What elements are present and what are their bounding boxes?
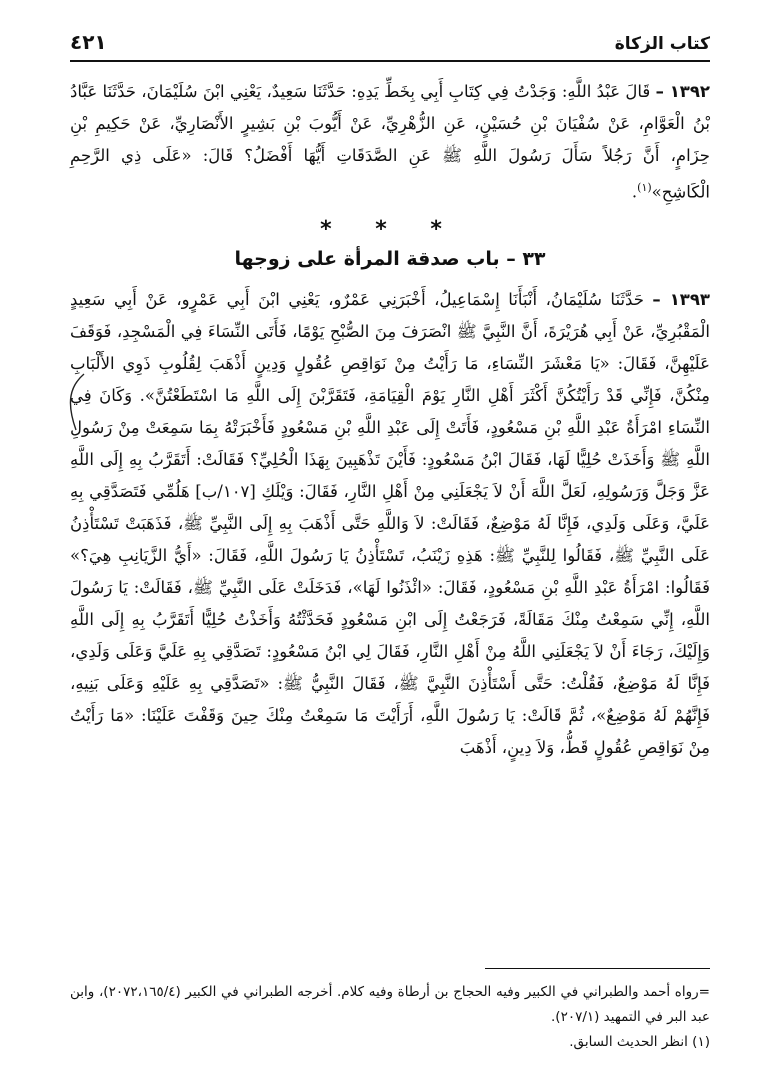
page-number: ٤٢١ xyxy=(70,30,107,54)
hadith-end: . xyxy=(631,182,638,202)
book-title: كتاب الزكاة xyxy=(614,34,710,54)
header-rule xyxy=(70,60,710,62)
page-header xyxy=(70,28,710,54)
chapter-title: ٣٣ – باب صدقة المرأة على زوجها xyxy=(234,247,546,270)
footnote-1: (١) انظر الحديث السابق. xyxy=(569,1034,710,1050)
section-separator: * * * xyxy=(320,216,460,242)
hadith-number: ١٣٩٣ – xyxy=(652,289,710,309)
hadith-text: حَدَّثَنَا سُلَيْمَانُ، أَنْبَأَنَا إِسْمَاعِيلُ، أَخْبَرَنِي عَمْرٌو، يَعْنِي ابْنَ أَبِي عَمْرٍو، عَنْ أَبِي سَعِيدٍ الْمَقْبُرِيِّ، عَنْ أَبِي هُرَيْرَةَ، أَنَّ النَّبِيَّ ﷺ انْصَرَفَ مِنَ الصُّبْحِ يَوْمًا، فَأَتَى النِّسَاءَ فِي الْمَسْجِدِ، فَوَقَفَ عَلَيْهِنَّ، فَقَالَ: «يَا مَعْشَرَ النِّسَاءِ، مَا رَأَيْتُ مِنْ نَوَاقِصِ عُقُولٍ وَدِينٍ أَذْهَبَ لِقُلُوبِ ذَوِي الأَلْبَابِ مِنْكُنَّ، فَإِنِّي قَدْ رَأَيْتُكُنَّ أَكْثَرَ أَهْلِ النَّارِ يَوْمَ الْقِيَامَةِ، فَتَقَرَّبْنَ إِلَى اللَّهِ مَا اسْتَطَعْتُنَّ». وَكَانَ فِي النِّسَاءِ امْرَأَةُ عَبْدِ اللَّهِ بْنِ مَسْعُودٍ، فَأَتَتْ إِلَى عَبْدِ اللَّهِ بْنِ مَسْعُودٍ فَأَخْبَرَتْهُ بِمَا سَمِعَتْ مِنْ رَسُولِ اللَّهِ ﷺ وَأَخَذَتْ حُلِيًّا لَهَا، فَقَالَ ابْنُ مَسْعُودٍ: فَأَيْنَ تَذْهَبِينَ بِهَذَا الْحُلِيِّ؟ فَقَالَتْ: أَتَقَرَّبُ بِهِ إِلَى اللَّهِ عَزَّ وَجَلَّ وَرَسُولِهِ، لَعَلَّ اللَّهَ أَنْ لاَ يَجْعَلَنِي مِنْ أَهْلِ النَّارِ، فَقَالَ: وَيْلَكِ [١٠٧/ب] هَلُمِّي فَتَصَدَّقِي بِهِ عَلَيَّ، وَعَلَى وَلَدِي، فَإِنَّا لَهُ مَوْضِعٌ، فَقَالَتْ: لاَ وَاللَّهِ حَتَّى أَذْهَبَ بِهِ إِلَى النَّبِيِّ ﷺ، فَذَهَبَتْ تَسْتَأْذِنُ عَلَى النَّبِيِّ ﷺ، فَقَالُوا لِلنَّبِيِّ ﷺ: هَذِهِ زَيْنَبُ، تَسْتَأْذِنُ يَا رَسُولَ اللَّهِ، فَقَالَ: «أَيُّ الزَّيَانِبِ هِيَ؟» فَقَالُوا: امْرَأَةُ عَبْدِ اللَّهِ بْنِ مَسْعُودٍ، فَقَالَ: «ائْذَنُوا لَهَا»، فَدَخَلَتْ عَلَى النَّبِيِّ ﷺ، فَقَالَتْ: يَا رَسُولَ اللَّهِ، إِنِّي سَمِعْتُ مِنْكَ مَقَالَةً، فَرَجَعْتُ إِلَى ابْنِ مَسْعُودٍ فَحَدَّثْتُهُ وَأَخَذْتُ حُلِيًّا أَتَقَرَّبُ بِهِ إِلَى اللَّهِ وَإِلَيْكَ، رَجَاءَ أَنْ لاَ يَجْعَلَنِي اللَّهُ مِنْ أَهْلِ النَّارِ، فَقَالَ لِي ابْنُ مَسْعُودٍ: تَصَدَّقِي بِهِ عَلَيَّ وَعَلَى وَلَدِي، فَإِنَّا لَهُ مَوْضِعٌ، فَقُلْتُ: حَتَّى أَسْتَأْذِنَ النَّبِيَّ ﷺ، فَقَالَ النَّبِيُّ ﷺ: «تَصَدَّقِي بِهِ عَلَيْهِ وَعَلَى بَنِيهِ، فَإِنَّهُمْ لَهُ مَوْضِعٌ»، ثُمَّ قَالَتْ: يَا رَسُولَ اللَّهِ، أَرَأَيْتَ مَا سَمِعْتُ مِنْكَ حِينَ وَقَفْتَ عَلَيْنَا: «مَا رَأَيْتُ مِنْ نَوَاقِصِ عُقُولٍ قَطُّ، وَلاَ دِينٍ، أَذْهَبَ xyxy=(70,289,710,757)
footnotes xyxy=(70,980,710,1055)
footnote-continuation: =رواه أحمد والطبراني في الكبير وفيه الحجاج بن أرطاة وفيه كلام. أخرجه الطبراني في الكبير (٢٠٧٢،١٦٥/٤)، وابن عبد البر في التمهيد (٢٠٧/١). xyxy=(70,984,710,1025)
margin-pencil-mark xyxy=(58,372,88,432)
hadith-1392 xyxy=(70,76,710,209)
hadith-number: ١٣٩٢ – xyxy=(655,82,710,101)
footnote-reference[interactable]: (١) xyxy=(637,181,652,194)
page xyxy=(70,28,710,764)
footnote-rule xyxy=(485,968,710,969)
hadith-text: قَالَ عَبْدُ اللَّهِ: وَجَدْتُ فِي كِتَابِ أَبِي بِخَطِّ يَدِهِ: حَدَّثَنَا سَعِيدٌ، يَعْنِي ابْنَ سُلَيْمَانَ، حَدَّثَنَا عَبَّادُ بْنُ الْعَوَّامِ، عَنْ سُفْيَانَ بْنِ حُسَيْنٍ، عَنِ الزُّهْرِيِّ، عَنْ أَيُّوبَ بْنِ بَشِيرٍ الأَنْصَارِيِّ، عَنْ حَكِيمِ بْنِ حِزَامٍ، أَنَّ رَجُلاً سَأَلَ رَسُولَ اللَّهِ ﷺ عَنِ الصَّدَقَاتِ أَيُّهَا أَفْضَلُ؟ قَالَ: «عَلَى ذِي الرَّحِمِ الْكَاشِحِ» xyxy=(70,82,710,202)
hadith-1393 xyxy=(70,284,710,764)
